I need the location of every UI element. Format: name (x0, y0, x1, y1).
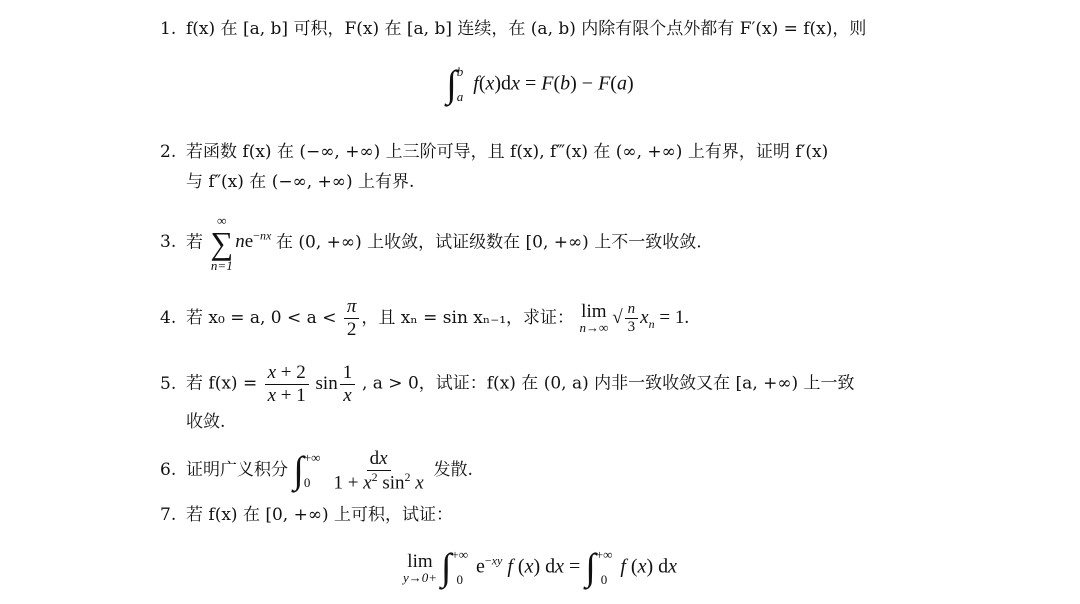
fraction-pi-over-2: $\frac{\pi}{2}$ (344, 296, 360, 341)
problem-end: = 1. (659, 306, 690, 328)
series-expression: ∞ ∑ n=1 $ne^{-nx}$ (210, 213, 272, 273)
problem-7 (160, 500, 950, 530)
problem-prefix: 证明广义积分 (186, 460, 288, 481)
problem-text: 在 (0, +∞) 上收敛，试证级数在 [0, +∞) 上不一致收敛. (276, 232, 702, 253)
problem-2 (160, 137, 950, 197)
problem-text: ，且 xₙ = sin xₙ₋₁，求证： (361, 307, 575, 328)
problem-3 (160, 214, 950, 272)
problem-number: 1. (160, 19, 177, 39)
problem-number: 3. (160, 232, 177, 253)
problem-text: 若 f(x) 在 [0, +∞) 上可积，试证： (186, 505, 454, 525)
problem-text: 发散. (433, 460, 473, 481)
problem-number: 6. (160, 460, 177, 481)
problem-text: 若函数 f(x) 在 (−∞, +∞) 上三阶可导，且 f(x), f‴(x) 在 (∞, +∞) 上有界，证明 f′(x) (186, 142, 829, 162)
problem-text-cont: 与 f″(x) 在 (−∞, +∞) 上有界. (186, 172, 415, 192)
problem-text-cont: 收敛. (186, 411, 226, 432)
function-expression: $\frac{x + 2}{x + 1}$ sin $\frac{1}{x}$ (263, 373, 362, 394)
problem-prefix: 若 x₀ = a, 0 < a < (186, 307, 337, 328)
problem-prefix: 若 f(x) = (186, 373, 258, 394)
formula-1: ∫ b a f(x)dx = F(b) − F(a) (446, 63, 634, 106)
problem-4 (160, 296, 950, 341)
problem-text: f(x) 在 [a, b] 可积，F(x) 在 [a, b] 连续，在 (a, b) 内除有限个点外都有 F′(x) = f(x)，则 (186, 19, 867, 39)
limit-expression: lim n→∞ √ $\frac{n}{3}$ $x_n$ (579, 300, 655, 336)
integral-sign: ∫ (446, 63, 457, 106)
problem-text: , a > 0，试证：f(x) 在 (0, a) 内非一致收敛又在 [a, +∞) 上一致 (361, 373, 855, 394)
problem-5 (160, 362, 950, 437)
problem-number: 5. (160, 373, 177, 394)
problem-number: 7. (160, 505, 177, 525)
problem-prefix: 若 (186, 232, 203, 253)
formula-7: lim y→0+ ∫ +∞ 0 $e^{-xy}$ f (x) dx = ∫ +∞ 0 f (x) dx (402, 546, 678, 589)
problem-1 (160, 14, 950, 44)
problem-number: 2. (160, 142, 177, 162)
problem-number: 4. (160, 307, 177, 328)
integral-expression: ∫ +∞ 0 $\frac{dx}{1 + x^2 \sin^2 x}$ (293, 447, 424, 493)
problem-6 (160, 446, 950, 495)
